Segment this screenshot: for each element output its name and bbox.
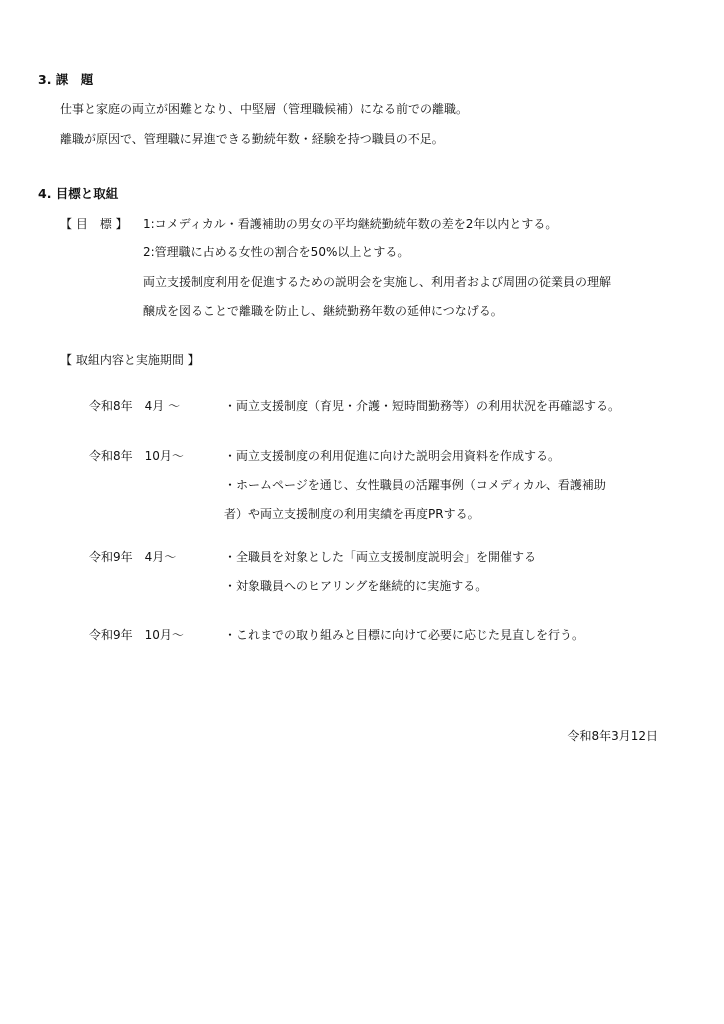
schedule-item: 者）や両立支援制度の利用実績を再度PRする。 bbox=[224, 507, 480, 521]
section3-line: 仕事と家庭の両立が困難となり、中堅層（管理職候補）になる前での離職。 bbox=[60, 102, 469, 116]
schedule-period: 令和9年 10月～ bbox=[89, 628, 184, 642]
schedule-item: ・対象職員へのヒアリングを継続的に実施する。 bbox=[224, 579, 488, 593]
section3-heading: 3. 課 題 bbox=[38, 72, 94, 87]
schedule-item: ・ホームページを通じ、女性職員の活躍事例（コメディカル、看護補助 bbox=[224, 478, 606, 492]
schedule-item: ・両立支援制度の利用促進に向けた説明会用資料を作成する。 bbox=[224, 449, 561, 463]
goal-line: 両立支援制度利用を促進するための説明会を実施し、利用者および周囲の従業員の理解 bbox=[143, 275, 612, 289]
schedule-period: 令和8年 10月～ bbox=[89, 449, 184, 463]
schedule-label: 【 取組内容と実施期間 】 bbox=[60, 353, 200, 367]
goals-label: 【 目 標 】 bbox=[60, 217, 128, 231]
schedule-item: ・全職員を対象とした「両立支援制度説明会」を開催する bbox=[224, 550, 537, 564]
section4-heading: 4. 目標と取組 bbox=[38, 186, 119, 201]
document-date: 令和8年3月12日 bbox=[567, 729, 658, 743]
goal-line: 1:コメディカル・看護補助の男女の平均継続勤続年数の差を2年以内とする。 bbox=[143, 217, 558, 231]
schedule-item: ・これまでの取り組みと目標に向けて必要に応じた見直しを行う。 bbox=[224, 628, 585, 642]
goal-line: 醸成を図ることで離職を防止し、継続勤務年数の延伸につなげる。 bbox=[143, 304, 503, 318]
schedule-period: 令和9年 4月～ bbox=[89, 550, 177, 564]
schedule-period: 令和8年 4月 ～ bbox=[89, 399, 181, 413]
goal-line: 2:管理職に占める女性の割合を50%以上とする。 bbox=[143, 245, 410, 259]
section3-line: 離職が原因で、管理職に昇進できる勤続年数・経験を持つ職員の不足。 bbox=[60, 132, 444, 146]
schedule-item: ・両立支援制度（育児・介護・短時間勤務等）の利用状況を再確認する。 bbox=[224, 399, 621, 413]
